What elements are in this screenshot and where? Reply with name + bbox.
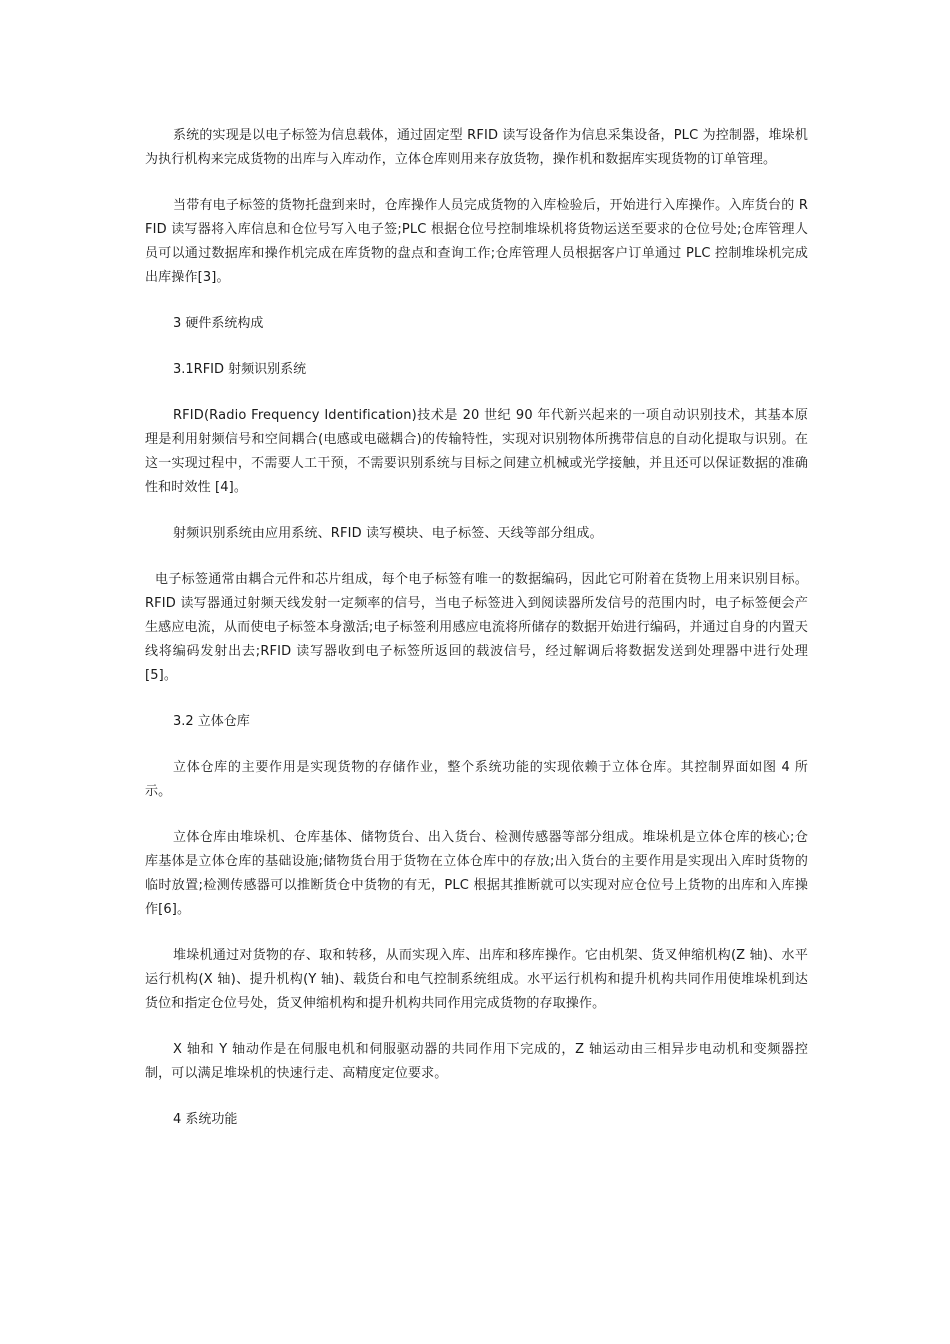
paragraph-rfid-components: 射频识别系统由应用系统、RFID 读写模块、电子标签、天线等部分组成。 xyxy=(173,526,603,541)
paragraph-system-implementation: 系统的实现是以电子标签为信息载体，通过固定型 RFID 读写设备作为信息采集设备，PLC 为控制器，堆垛机为执行机构来完成货物的出库与入库动作，立体仓库则用来存放货物，操作机和数据库实现货物的订单管理。 xyxy=(145,128,808,167)
paragraph-rfid-tags: 电子标签通常由耦合元件和芯片组成，每个电子标签有唯一的数据编码，因此它可附着在货物上用来识别目标。RFID 读写器通过射频天线发射一定频率的信号，当电子标签进入到阅读器所发信号的范围内时，电子标签便会产生感应电流，从而使电子标签本身激活;电子标签利用感应电流将所储存的数据开始进行编码，并通过自身的内置天线将编码发射出去;RFID 读写器收到电子标签所返回的载波信号，经过解调后将数据发送到处理器中进行处理[5]。 xyxy=(145,572,808,683)
section-heading-functions: 4 系统功能 xyxy=(173,1112,238,1127)
paragraph-axis-control: X 轴和 Y 轴动作是在伺服电机和伺服驱动器的共同作用下完成的，Z 轴运动由三相异步电动机和变频器控制，可以满足堆垛机的快速行走、高精度定位要求。 xyxy=(145,1042,808,1081)
paragraph-warehouse-components: 立体仓库由堆垛机、仓库基体、储物货台、出入货台、检测传感器等部分组成。堆垛机是立体仓库的核心;仓库基体是立体仓库的基础设施;储物货台用于货物在立体仓库中的存放;出入货台的主要作用是实现出入库时货物的临时放置;检测传感器可以推断货仓中货物的有无，PLC 根据其推断就可以实现对应仓位号上货物的出库和入库操作[6]。 xyxy=(145,830,808,917)
paragraph-warehouse-role: 立体仓库的主要作用是实现货物的存储作业，整个系统功能的实现依赖于立体仓库。其控制界面如图 4 所示。 xyxy=(145,760,808,799)
paragraph-stacker: 堆垛机通过对货物的存、取和转移，从而实现入库、出库和移库操作。它由机架、货叉伸缩机构(Z 轴)、水平运行机构(X 轴)、提升机构(Y 轴)、载货台和电气控制系统组成。水平运行机构和提升机构共同作用使堆垛机到达货位和指定仓位号处，货叉伸缩机构和提升机构共同作用完成货物的存取操作。 xyxy=(145,948,808,1011)
subsection-heading-warehouse: 3.2 立体仓库 xyxy=(173,714,250,729)
paragraph-inbound-process: 当带有电子标签的货物托盘到来时，仓库操作人员完成货物的入库检验后，开始进行入库操作。入库货台的 RFID 读写器将入库信息和仓位号写入电子签;PLC 根据仓位号控制堆垛机将货物运送至要求的仓位号处;仓库管理人员可以通过数据库和操作机完成在库货物的盘点和查询工作;仓库管理人员根据客户订单通过 PLC 控制堆垛机完成出库操作[3]。 xyxy=(145,198,808,285)
subsection-heading-rfid: 3.1RFID 射频识别系统 xyxy=(173,362,307,377)
paragraph-rfid-intro: RFID(Radio Frequency Identification)技术是 20 世纪 90 年代新兴起来的一项自动识别技术，其基本原理是利用射频信号和空间耦合(电感或电磁耦合)的传输特性，实现对识别物体所携带信息的自动化提取与识别。在这一实现过程中，不需要人工干预，不需要识别系统与目标之间建立机械或光学接触，并且还可以保证数据的准确性和时效性 [4]。 xyxy=(145,408,808,495)
section-heading-hardware: 3 硬件系统构成 xyxy=(173,316,264,331)
